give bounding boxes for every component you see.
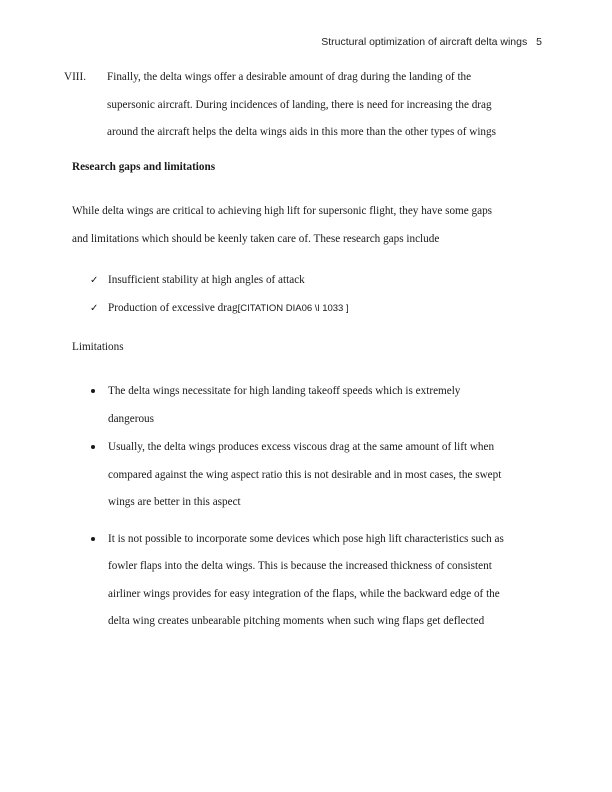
bullet-line: The delta wings necessitate for high landing takeoff speeds which is extremely	[108, 385, 461, 397]
bullet-list	[90, 378, 504, 636]
paragraph-line: While delta wings are critical to achieving high lift for supersonic flight, they have some gaps	[72, 205, 493, 217]
bullet-line: Usually, the delta wings produces excess viscous drag at the same amount of lift when	[108, 441, 495, 453]
checklist-item	[90, 266, 349, 294]
list-item	[90, 378, 504, 433]
running-header	[321, 36, 542, 48]
bullet-line: airliner wings provides for easy integration of the flaps, while the backward edge of the	[108, 587, 500, 600]
list-item-viii	[64, 64, 542, 147]
limitations-label: Limitations	[72, 341, 124, 353]
bullet-dot-icon	[90, 378, 96, 406]
paragraph-line: around the aircraft helps the delta wings aids in this more than the other types of wings	[107, 126, 496, 138]
roman-numeral: VIII.	[64, 71, 87, 83]
running-title: Structural optimization of aircraft delta wings	[321, 36, 528, 48]
check-mark-icon: ✓	[90, 275, 99, 286]
checklist	[90, 266, 349, 322]
checklist-text: Production of excessive drag	[108, 302, 238, 314]
bullet-line: fowler flaps into the delta wings. This is because the increased thickness of consistent	[108, 560, 492, 572]
list-item	[90, 434, 504, 517]
bullet-line: dangerous	[108, 412, 154, 425]
citation-field: [CITATION DIA06 \l 1033 ]	[237, 303, 349, 314]
intro-paragraph	[72, 198, 542, 253]
paragraph-line: supersonic aircraft. During incidences of landing, there is need for increasing the drag	[107, 98, 492, 111]
bullet-dot-icon	[90, 526, 96, 554]
bullet-line: compared against the wing aspect ratio this is not desirable and in most cases, the swept	[108, 468, 502, 481]
list-item	[90, 526, 504, 636]
bullet-line: It is not possible to incorporate some devices which pose high lift characteristics such as	[108, 532, 504, 545]
bullet-dot-icon	[90, 434, 96, 462]
bullet-line: delta wing creates unbearable pitching moments when such wing flaps get deflected	[108, 615, 485, 627]
paragraph-line: Finally, the delta wings offer a desirable amount of drag during the landing of the	[107, 71, 472, 83]
bullet-line: wings are better in this aspect	[108, 496, 241, 508]
checklist-item	[90, 294, 349, 322]
paragraph-line: and limitations which should be keenly taken care of. These research gaps include	[72, 232, 440, 245]
page-number: 5	[536, 36, 542, 48]
checklist-text: Insufficient stability at high angles of attack	[108, 274, 305, 286]
check-mark-icon: ✓	[90, 303, 99, 314]
section-heading: Research gaps and limitations	[72, 161, 216, 173]
